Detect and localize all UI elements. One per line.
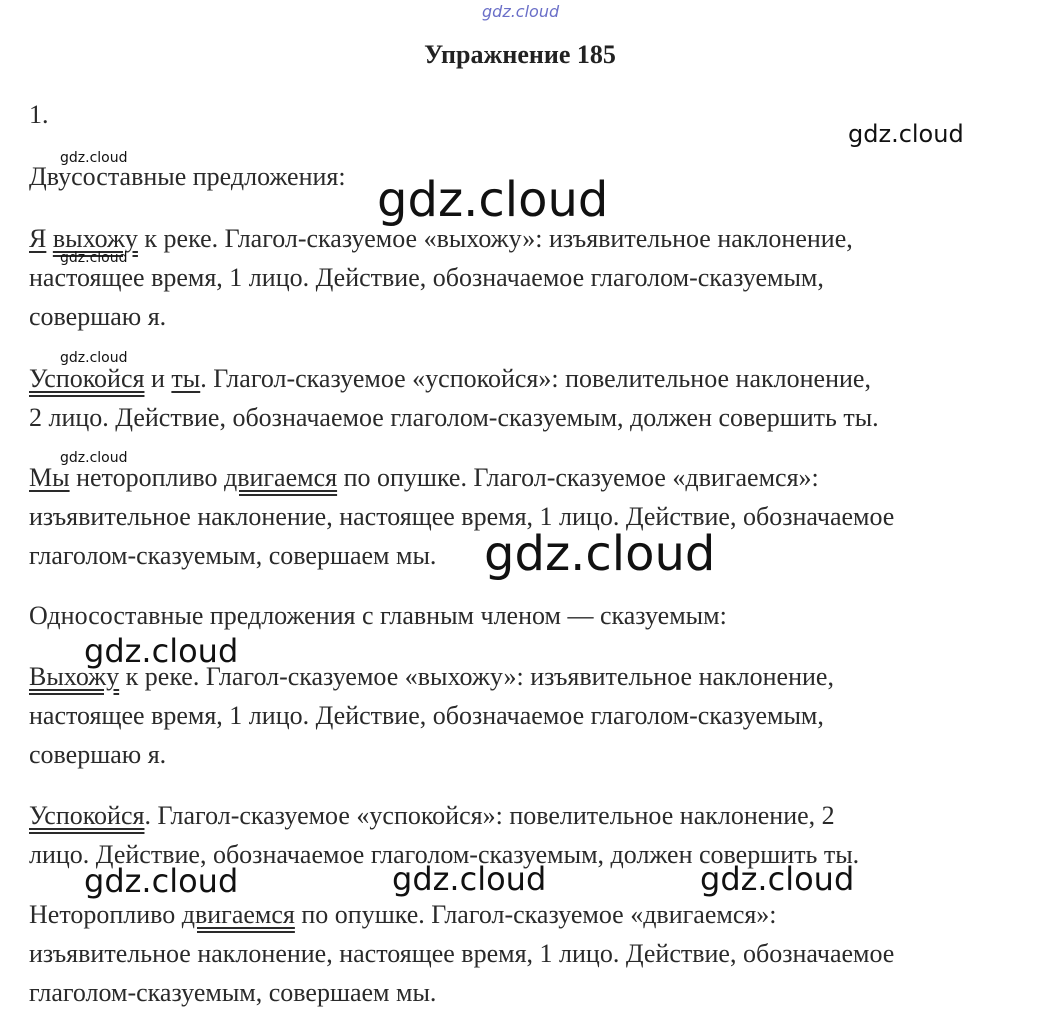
section-heading-two-part: Двусоставные предложения: — [29, 162, 346, 191]
watermark: gdz.cloud — [392, 860, 547, 898]
section-heading-one-part: Односоставные предложения с главным членом — сказуемым: — [29, 601, 727, 630]
sentence6-line3: глаголом-сказуемым, совершаем мы. — [29, 978, 437, 1007]
sentence3-line2: изъявительное наклонение, настоящее время, 1 лицо. Действие, обозначаемое — [29, 502, 895, 531]
watermark: gdz.cloud — [84, 632, 239, 670]
watermark: gdz.cloud — [700, 860, 855, 898]
subject: Мы — [29, 463, 70, 492]
sentence5-line1: Успокойся. Глагол-сказуемое «успокойся»: повелительное наклонение, 2 — [29, 801, 835, 830]
watermark: gdz.cloud — [377, 172, 609, 228]
watermark: gdz.cloud — [60, 150, 128, 166]
sentence1-line2: настоящее время, 1 лицо. Действие, обозначаемое глаголом-сказуемым, — [29, 263, 824, 292]
sentence2-line1: Успокойся и ты. Глагол-сказуемое «успокойся»: повелительное наклонение, — [29, 364, 871, 393]
watermark-top[interactable]: gdz.cloud — [482, 2, 560, 21]
page-title: Упражнение 185 — [424, 40, 616, 69]
predicate: Успокойся — [29, 801, 145, 830]
sentence6-line2: изъявительное наклонение, настоящее время, 1 лицо. Действие, обозначаемое — [29, 939, 895, 968]
sentence3-line1: Мы неторопливо двигаемся по опушке. Глагол-сказуемое «двигаемся»: — [29, 463, 819, 492]
sentence6-line1: Неторопливо двигаемся по опушке. Глагол-сказуемое «двигаемся»: — [29, 900, 777, 929]
sentence3-line3: глаголом-сказуемым, совершаем мы. — [29, 541, 437, 570]
watermark: gdz.cloud — [84, 862, 239, 900]
sentence1-line3: совершаю я. — [29, 302, 167, 331]
watermark: gdz.cloud — [848, 120, 964, 148]
watermark: gdz.cloud — [60, 250, 128, 266]
item-number: 1. — [29, 100, 49, 129]
subject: Я — [29, 224, 47, 253]
sentence4-line1: Выхожу к реке. Глагол-сказуемое «выхожу»: изъявительное наклонение, — [29, 662, 834, 691]
predicate: двигаемся — [181, 900, 295, 929]
sentence4-line2: настоящее время, 1 лицо. Действие, обозначаемое глаголом-сказуемым, — [29, 701, 824, 730]
predicate: Выхожу — [29, 662, 120, 691]
subject: ты — [171, 364, 201, 393]
predicate: Успокойся — [29, 364, 145, 393]
watermark: gdz.cloud — [60, 350, 128, 366]
predicate: выхожу — [52, 224, 138, 253]
sentence2-line2: 2 лицо. Действие, обозначаемое глаголом-сказуемым, должен совершить ты. — [29, 403, 879, 432]
sentence4-line3: совершаю я. — [29, 740, 167, 769]
sentence5-line2: лицо. Действие, обозначаемое глаголом-сказуемым, должен совершить ты. — [29, 840, 860, 869]
predicate: двигаемся — [223, 463, 338, 492]
sentence1-line1: Я выхожу к реке. Глагол-сказуемое «выхожу»: изъявительное наклонение, — [29, 224, 853, 253]
watermark: gdz.cloud — [60, 450, 128, 466]
watermark: gdz.cloud — [484, 526, 716, 582]
